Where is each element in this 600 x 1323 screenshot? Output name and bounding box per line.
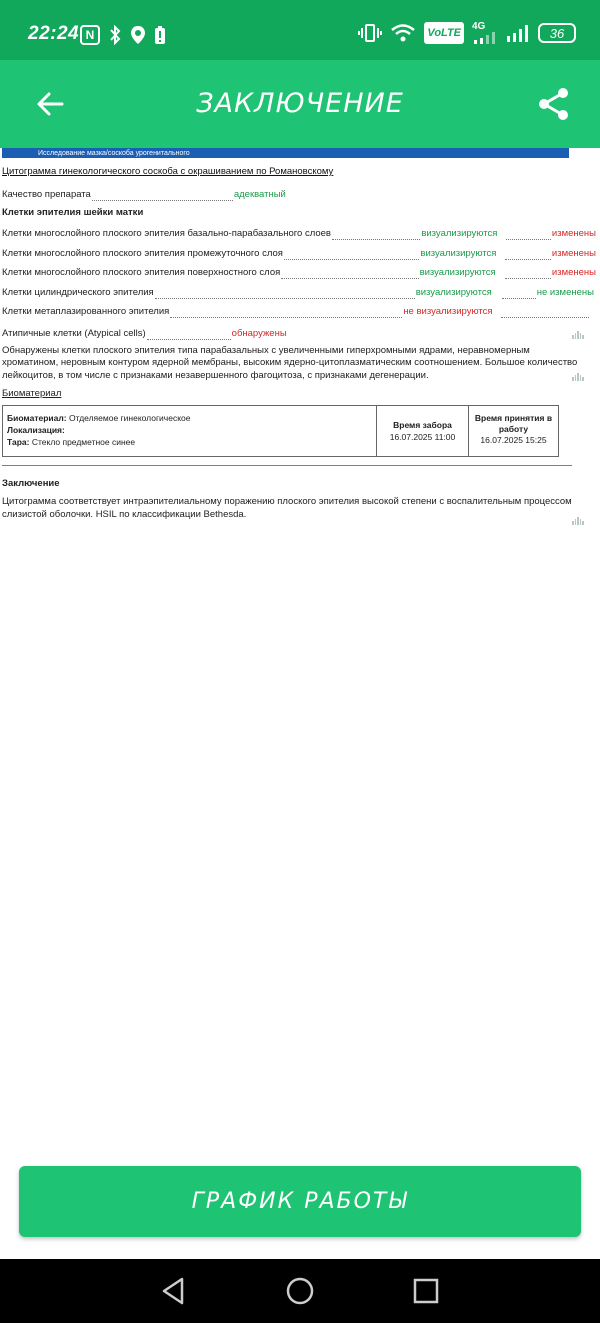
- dots: [284, 251, 419, 260]
- dots: [281, 270, 418, 279]
- table-row: [2, 299, 596, 319]
- app-bar: [0, 60, 600, 148]
- biomaterial-link[interactable]: Биоматериал: [2, 388, 62, 399]
- share-icon: [534, 84, 574, 124]
- collection-time-cell: [377, 406, 469, 456]
- work-schedule-button[interactable]: ГРАФИК РАБОТЫ: [19, 1166, 581, 1237]
- tara-label: Тара:: [7, 437, 30, 447]
- battery-icon: 36: [538, 23, 576, 43]
- dots: [332, 231, 420, 240]
- header-band: Исследование мазка/соскоба урогенитального: [2, 148, 569, 158]
- nfc-icon: N: [80, 25, 100, 45]
- row-value: визуализируются: [420, 247, 497, 259]
- collection-time-value: 16.07.2025 11:00: [389, 432, 456, 442]
- audio-bars-icon[interactable]: [572, 331, 584, 339]
- row-label: Клетки многослойного плоского эпителия промежуточного слоя: [2, 247, 283, 259]
- divider: [2, 465, 572, 466]
- conclusion-block: [2, 496, 596, 521]
- row-value: визуализируются: [421, 228, 498, 239]
- accepted-time-header: Время принятия в работу: [474, 413, 553, 434]
- dots: [170, 309, 402, 318]
- conclusion-text: Цитограмма соответствует интраэпителиальному поражению плоского эпителия высокой степени с воспалительным процессом слизистой оболочки. HSIL по классификации Bethesda.: [2, 496, 572, 520]
- dots: [502, 290, 536, 299]
- quality-value: адекватный: [233, 188, 286, 200]
- signal-icon: [506, 22, 530, 44]
- status-bar: [0, 0, 600, 60]
- table-row: [2, 279, 596, 299]
- vibrate-icon: [358, 22, 382, 44]
- dots: [147, 331, 231, 340]
- test-title: Цитограмма гинекологического соскоба с окрашиванием по Романовскому: [2, 166, 334, 177]
- row-label: Клетки многослойного плоского эпителия базально-парабазального слоев: [2, 228, 331, 239]
- system-nav-bar: [0, 1259, 600, 1323]
- network-type: 4G: [472, 21, 486, 32]
- bluetooth-icon: [108, 24, 122, 46]
- report-content[interactable]: [0, 148, 600, 1158]
- quality-label: Качество препарата: [2, 188, 91, 200]
- wifi-icon: [390, 22, 416, 44]
- row-label: Клетки многослойного плоского эпителия поверхностного слоя: [2, 267, 281, 278]
- share-button[interactable]: [534, 84, 574, 124]
- alert-battery-icon: [154, 24, 166, 46]
- circle-home-icon: [284, 1275, 316, 1307]
- row-status: не изменены: [536, 286, 594, 298]
- quality-row: [2, 181, 596, 201]
- atypical-row: [2, 320, 596, 340]
- nav-home-button[interactable]: [284, 1275, 316, 1307]
- dots: [505, 270, 551, 279]
- dots: [501, 309, 589, 318]
- description-block: [2, 345, 596, 383]
- biomaterial-table: [2, 405, 559, 457]
- row-value: визуализируются: [419, 267, 496, 278]
- square-recents-icon: [410, 1275, 442, 1307]
- volte-icon: VoLTE: [424, 22, 464, 44]
- row-value: не визуализируются: [403, 306, 493, 317]
- table-row: [2, 260, 596, 280]
- triangle-back-icon: [158, 1275, 190, 1307]
- conclusion-heading: Заключение: [2, 478, 60, 489]
- nav-recents-button[interactable]: [410, 1275, 442, 1307]
- loc-label: Локализация:: [7, 425, 65, 435]
- tara-value: Стекло предметное синее: [31, 437, 136, 447]
- accepted-time-cell: [469, 406, 558, 456]
- report-document: [2, 162, 596, 382]
- bio-value: Отделяемое гинекологическое: [68, 413, 191, 423]
- collection-time-header: Время забора: [393, 420, 452, 430]
- row-value: визуализируются: [415, 286, 492, 298]
- status-icons-right: [358, 22, 576, 44]
- dots: [155, 290, 415, 299]
- section-cells-heading: Клетки эпителия шейки матки: [2, 206, 144, 218]
- dots: [506, 231, 551, 240]
- location-icon: [130, 24, 146, 46]
- row-label: Клетки цилиндрического эпителия: [2, 286, 154, 298]
- dots: [92, 192, 233, 201]
- audio-bars-icon[interactable]: [572, 373, 584, 381]
- row-status: изменены: [551, 228, 596, 239]
- bio-info-cell: [3, 406, 377, 456]
- accepted-time-value: 16.07.2025 15:25: [480, 435, 547, 445]
- table-row: [2, 240, 596, 260]
- audio-bars-icon[interactable]: [572, 517, 584, 525]
- table-row: [2, 221, 596, 241]
- description-text: Обнаружены клетки плоского эпителия типа парабазальных с увеличенными гиперхромными ядрами, неравномерным хроматином, неровным контуром ядерной мембраны, высоким ядерно-цитоплазматическим соотношением. Большое количество лейкоцитов, в том числе с признаками незавершенного фагоцитоза, с признаками дегенерации.: [2, 344, 578, 381]
- row-label: Клетки метаплазированного эпителия: [2, 306, 170, 317]
- row-status: изменены: [551, 267, 596, 278]
- status-icons-left: [80, 24, 166, 46]
- atypical-label: Атипичные клетки (Atypical cells): [2, 327, 146, 339]
- bio-label: Биоматериал:: [7, 413, 67, 423]
- dots: [505, 251, 550, 260]
- nav-back-button[interactable]: [158, 1275, 190, 1307]
- atypical-value: обнаружены: [231, 327, 287, 339]
- status-time: 22:24: [28, 23, 80, 44]
- page-title: ЗАКЛЮЧЕНИЕ: [196, 88, 404, 119]
- row-status: изменены: [551, 247, 596, 259]
- signal-4g-icon: [472, 22, 498, 44]
